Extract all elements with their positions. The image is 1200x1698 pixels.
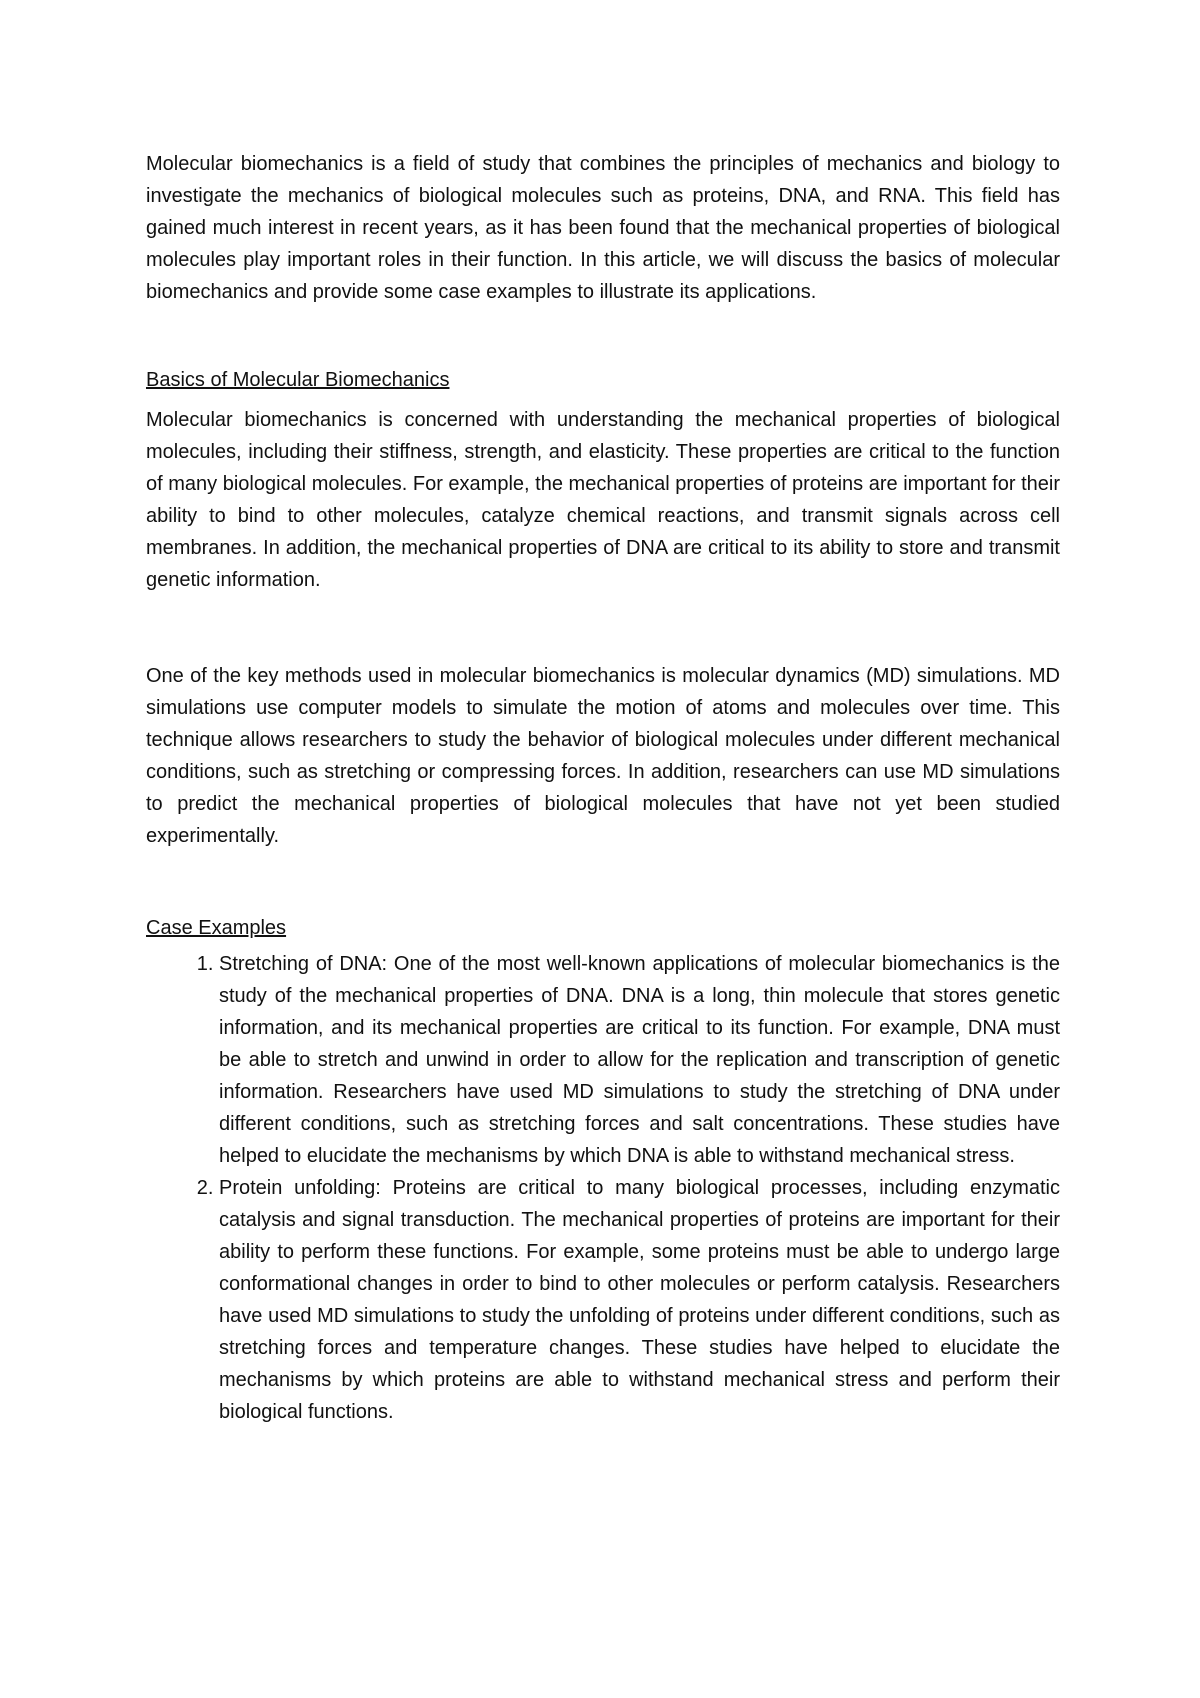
list-item: 2. Protein unfolding: Proteins are critical to many biological processes, including enzymatic catalysis and signal transduction. The mechanical properties of proteins are important for their ability to perform these functions. For example, some proteins must be able to undergo large conformational changes in order to bind to other molecules or perform catalysis. Researchers have used MD simulations to study the unfolding of proteins under different conditions, such as stretching forces and temperature changes. These studies have helped to elucidate the mechanisms by which proteins are able to withstand mechanical stress and perform their biological functions. [219, 1172, 1060, 1428]
basics-heading: Basics of Molecular Biomechanics [146, 369, 450, 391]
md-simulations-paragraph: One of the key methods used in molecular biomechanics is molecular dynamics (MD) simulations. MD simulations use computer models to simulate the motion of atoms and molecules over time. This technique allows researchers to study the behavior of biological molecules under different mechanical conditions, such as stretching or compressing forces. In addition, researchers can use MD simulations to predict the mechanical properties of biological molecules that have not yet been studied experimentally. [146, 665, 1060, 847]
case-examples-heading: Case Examples [146, 917, 287, 939]
list-item: 1. Stretching of DNA: One of the most well-known applications of molecular biomechanics is the study of the mechanical properties of DNA. DNA is a long, thin molecule that stores genetic information, and its mechanical properties are critical to its function. For example, DNA must be able to stretch and unwind in order to allow for the replication and transcription of genetic information. Researchers have used MD simulations to study the stretching of DNA under different conditions, such as stretching forces and salt concentrations. These studies have helped to elucidate the mechanisms by which DNA is able to withstand mechanical stress. [219, 948, 1060, 1172]
basics-paragraph: Molecular biomechanics is concerned with understanding the mechanical properties of biological molecules, including their stiffness, strength, and elasticity. These properties are critical to the function of many biological molecules. For example, the mechanical properties of proteins are important for their ability to bind to other molecules, catalyze chemical reactions, and transmit signals across cell membranes. In addition, the mechanical properties of DNA are critical to its ability to store and transmit genetic information. [146, 409, 1060, 591]
case-examples-list [146, 948, 1060, 1428]
intro-paragraph: Molecular biomechanics is a field of study that combines the principles of mechanics and biology to investigate the mechanics of biological molecules such as proteins, DNA, and RNA. This field has gained much interest in recent years, as it has been found that the mechanical properties of biological molecules play important roles in their function. In this article, we will discuss the basics of molecular biomechanics and provide some case examples to illustrate its applications. [146, 153, 1060, 303]
